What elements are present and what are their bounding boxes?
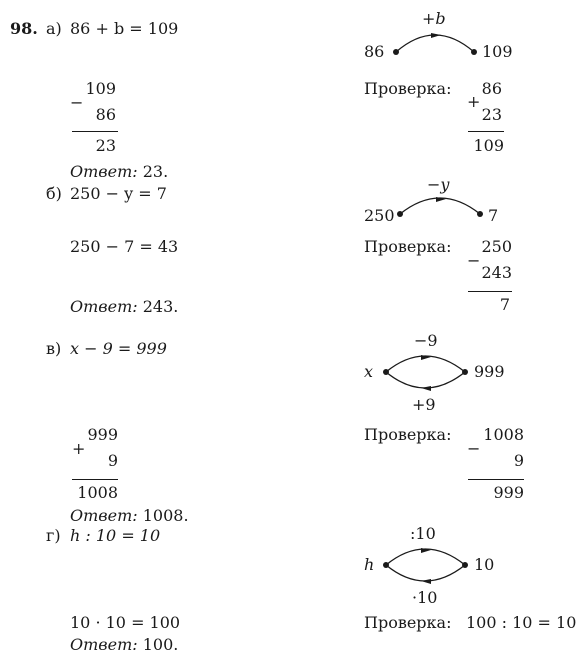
part-v-col-res: 1008 xyxy=(77,483,118,502)
part-g-equation: h : 10 = 10 xyxy=(70,526,161,545)
part-g-arc-bottom-label: ·10 xyxy=(412,588,438,607)
part-b-calc: 250 − 7 = 43 xyxy=(70,237,179,256)
part-a-arc-label: +b xyxy=(422,9,446,28)
part-v-check-op: − xyxy=(467,439,481,458)
part-b-check-top: 250 xyxy=(481,237,512,256)
part-v-col-top: 999 xyxy=(87,425,118,444)
part-v-arc-bottom-label: +9 xyxy=(412,395,436,414)
part-v-dot-left xyxy=(383,369,389,375)
part-b-check-label: Проверка: xyxy=(364,237,452,256)
answer-word: Ответ: xyxy=(70,506,138,525)
part-v-check-rule xyxy=(468,479,524,480)
answer-value: 23. xyxy=(142,162,169,181)
part-g-diagram-left: h xyxy=(364,555,375,574)
part-g-check-label: Проверка: xyxy=(364,613,452,632)
part-b-equation: 250 − y = 7 xyxy=(70,184,167,203)
part-v-check-mid: 9 xyxy=(513,451,524,470)
part-a-col-op: − xyxy=(70,93,84,112)
part-g-arc-bottom xyxy=(386,565,465,581)
part-v-arc-bottom xyxy=(386,372,465,388)
part-g-calc: 10 · 10 = 100 xyxy=(70,613,181,632)
part-v-diagram-right: 999 xyxy=(474,362,505,381)
part-b-check-mid: 243 xyxy=(481,263,512,282)
answer-word: Ответ: xyxy=(70,162,138,181)
part-g-answer xyxy=(70,636,178,654)
part-b-label: б) xyxy=(46,184,62,203)
part-v-check-res: 999 xyxy=(493,483,524,502)
part-a-diagram-left: 86 xyxy=(364,42,385,61)
part-a-diagram-right: 109 xyxy=(482,42,513,61)
part-b-dot-right xyxy=(477,211,483,217)
part-a-check-top: 86 xyxy=(481,79,502,98)
part-v-check-label: Проверка: xyxy=(364,425,452,444)
answer-word: Ответ: xyxy=(70,635,138,654)
part-g-diagram-right: 10 xyxy=(474,555,495,574)
part-v-check-top: 1008 xyxy=(483,425,524,444)
answer-word: Ответ: xyxy=(70,297,138,316)
part-v-col-mid: 9 xyxy=(107,451,118,470)
part-a-dot-left xyxy=(393,49,399,55)
part-a-check-rule xyxy=(468,131,504,132)
part-b-diagram-left: 250 xyxy=(364,206,395,225)
part-g-arc-top-label: :10 xyxy=(410,524,436,543)
part-a-arc xyxy=(396,35,474,52)
part-g-check-expr: 100 : 10 = 10 xyxy=(466,613,577,632)
part-b-dot-left xyxy=(397,211,403,217)
part-a-label: а) xyxy=(46,19,62,38)
part-g-label: г) xyxy=(46,526,61,545)
part-b-answer xyxy=(70,298,178,316)
part-a-col-top: 109 xyxy=(85,79,116,98)
problem-number: 98. xyxy=(10,19,38,38)
part-b-diagram-right: 7 xyxy=(488,206,499,225)
part-a-check-mid: 23 xyxy=(481,105,502,124)
part-b-check-res: 7 xyxy=(499,295,510,314)
part-a-check-label: Проверка: xyxy=(364,79,452,98)
part-v-dot-right xyxy=(462,369,468,375)
part-v-equation: x − 9 = 999 xyxy=(70,339,167,358)
part-a-col-mid: 86 xyxy=(95,105,116,124)
part-v-answer xyxy=(70,507,189,525)
answer-value: 243. xyxy=(142,297,179,316)
part-v-diagram-left: x xyxy=(364,362,374,381)
part-g-dot-right xyxy=(462,562,468,568)
part-a-col-res: 23 xyxy=(95,136,116,155)
part-a-dot-right xyxy=(471,49,477,55)
part-b-check-rule xyxy=(468,291,512,292)
part-v-label: в) xyxy=(46,339,62,358)
part-b-arc-label: −y xyxy=(427,175,450,194)
part-g-dot-left xyxy=(383,562,389,568)
part-a-check-res: 109 xyxy=(473,136,504,155)
part-v-arc-top-label: −9 xyxy=(414,331,438,350)
part-a-check-op: + xyxy=(467,92,481,111)
answer-value: 1008. xyxy=(142,506,189,525)
part-v-col-rule xyxy=(72,479,118,480)
part-a-equation: 86 + b = 109 xyxy=(70,19,179,38)
part-v-col-op: + xyxy=(72,439,86,458)
part-b-check-op: − xyxy=(467,251,481,270)
answer-value: 100. xyxy=(142,635,179,654)
